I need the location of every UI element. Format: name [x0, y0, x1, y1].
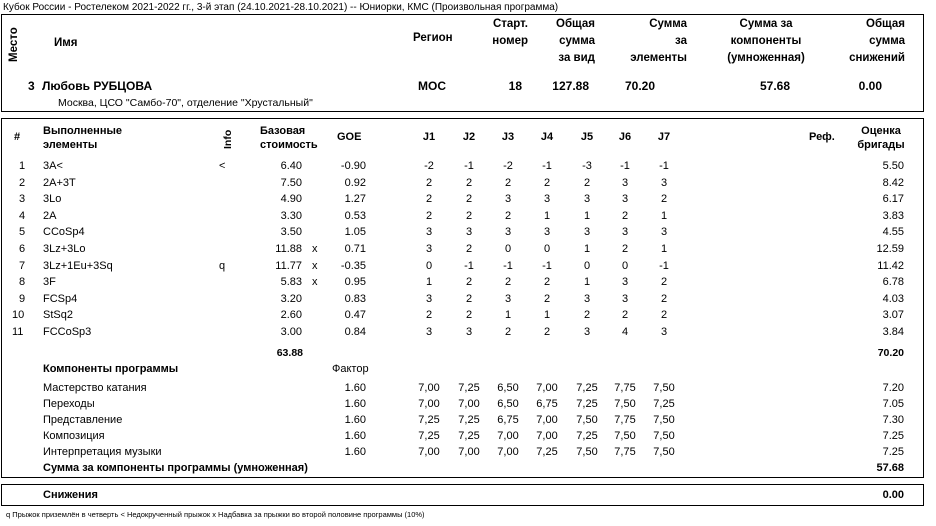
- element-judge-score: 2: [465, 176, 473, 189]
- component-judge-score: 7,25: [458, 414, 480, 426]
- component-judge-score: 7,25: [458, 430, 480, 442]
- element-judge-score: 3: [425, 226, 433, 239]
- col-base-header: Базовая стоимость: [260, 125, 318, 151]
- component-judge-score: 6,75: [536, 398, 558, 410]
- element-judge-score: 2: [543, 292, 551, 305]
- element-panel-score: 6.78: [882, 276, 904, 289]
- component-judge-score: 7,25: [458, 382, 480, 394]
- component-name: Интерпретация музыки: [43, 446, 162, 458]
- element-judge-score: 0: [425, 259, 433, 272]
- element-judge-score: 0: [543, 243, 551, 255]
- element-panel-score: 8.42: [882, 176, 904, 189]
- element-name: FCCoSp3: [43, 326, 92, 338]
- element-judge-score: 2: [660, 193, 668, 206]
- element-base-value: 4.90: [280, 193, 302, 206]
- element-judge-score: 2: [425, 209, 433, 222]
- component-judge-score: 7,50: [653, 430, 675, 442]
- element-judge-score: 3: [621, 292, 629, 305]
- element-number: 8: [19, 276, 26, 289]
- element-name: 2A: [43, 209, 57, 222]
- element-judge-score: 2: [465, 193, 473, 206]
- judge-header: J4: [540, 131, 554, 143]
- element-judge-score: -1: [620, 160, 630, 172]
- component-judge-score: 7,50: [614, 398, 636, 410]
- element-judge-score: 3: [504, 193, 512, 206]
- footnote: q Прыжок приземлён в четверть < Недокрученный прыжок x Надбавка за прыжки во второй половине программы (10%): [6, 510, 425, 519]
- element-judge-score: 3: [621, 193, 629, 206]
- element-goe: -0.35: [340, 259, 366, 272]
- component-judge-score: 7,25: [576, 430, 598, 442]
- element-base-value: 2.60: [280, 309, 302, 322]
- header-region: Регион: [413, 32, 453, 44]
- element-name: StSq2: [43, 309, 73, 322]
- components-title: Компоненты программы: [43, 363, 179, 375]
- element-panel-score: 11.42: [877, 259, 904, 272]
- deductions-box: [1, 484, 924, 506]
- skater-elements: 70.20: [624, 79, 655, 93]
- element-judge-score: -2: [424, 160, 434, 172]
- element-judge-score: 0: [621, 259, 629, 272]
- element-judge-score: 3: [621, 276, 629, 289]
- col-info-header: Info: [222, 129, 234, 149]
- element-name: 3Lz+3Lo: [43, 243, 86, 255]
- component-judge-score: 7,00: [418, 446, 440, 458]
- element-goe: 0.47: [344, 309, 366, 322]
- element-judge-score: 3: [583, 326, 591, 338]
- component-factor: 1.60: [344, 414, 366, 426]
- component-judge-score: 7,25: [418, 414, 440, 426]
- header-name: Имя: [54, 37, 78, 49]
- element-name: 2A+3T: [43, 176, 76, 189]
- component-judge-score: 7,25: [418, 430, 440, 442]
- judge-header: J1: [422, 131, 436, 143]
- component-judge-score: 7,25: [576, 382, 598, 394]
- elements-total: 70.20: [877, 347, 904, 359]
- element-judge-score: 2: [425, 176, 433, 189]
- header-elements: Сумма за элементы: [630, 18, 687, 64]
- element-judge-score: 3: [465, 226, 473, 239]
- element-panel-score: 12.59: [876, 243, 904, 255]
- element-judge-score: 2: [583, 309, 591, 322]
- skater-place: 3: [28, 79, 35, 93]
- element-judge-score: 3: [660, 326, 668, 338]
- judge-header: J5: [580, 131, 594, 143]
- element-name: 3Lo: [43, 193, 62, 206]
- component-name: Переходы: [43, 398, 95, 410]
- component-judge-score: 7,00: [458, 446, 480, 458]
- element-judge-score: -1: [659, 259, 669, 272]
- element-judge-score: 2: [660, 309, 668, 322]
- component-judge-score: 6,50: [497, 382, 519, 394]
- element-judge-score: 1: [543, 209, 551, 222]
- element-panel-score: 5.50: [882, 160, 904, 172]
- element-judge-score: 3: [504, 292, 512, 305]
- element-judge-score: 2: [465, 243, 473, 255]
- element-judge-score: 1: [660, 243, 668, 255]
- element-goe: 1.27: [344, 193, 366, 206]
- element-panel-score: 6.17: [882, 193, 904, 206]
- element-judge-score: 2: [504, 276, 512, 289]
- base-total: 63.88: [276, 347, 303, 359]
- header-start: Старт. номер: [492, 18, 528, 47]
- element-judge-score: 2: [621, 209, 629, 222]
- component-judge-score: 7,75: [614, 382, 636, 394]
- element-base-value: 3.00: [280, 326, 302, 338]
- element-judge-score: 2: [660, 276, 668, 289]
- element-judge-score: 2: [465, 276, 473, 289]
- component-judge-score: 6,75: [497, 414, 519, 426]
- element-judge-score: 2: [621, 243, 629, 255]
- component-judge-score: 7,75: [614, 414, 636, 426]
- element-number: 5: [19, 226, 26, 239]
- component-factor: 1.60: [344, 382, 366, 394]
- element-judge-score: 1: [583, 243, 591, 255]
- element-judge-score: 3: [660, 226, 668, 239]
- component-judge-score: 6,50: [497, 398, 519, 410]
- element-goe: -0.90: [340, 160, 366, 172]
- component-panel-score: 7.30: [882, 414, 904, 426]
- element-base-value: 6.40: [280, 160, 302, 172]
- element-info: <: [219, 160, 226, 172]
- component-judge-score: 7,00: [497, 446, 519, 458]
- element-number: 4: [19, 209, 26, 222]
- element-judge-score: 1: [543, 309, 551, 322]
- element-base-value: 5.83: [280, 276, 302, 289]
- element-judge-score: 2: [504, 176, 512, 189]
- element-number: 6: [19, 243, 26, 255]
- judge-header: J3: [501, 131, 515, 143]
- component-panel-score: 7.05: [882, 398, 904, 410]
- component-judge-score: 7,50: [653, 446, 675, 458]
- element-base-value: 3.30: [280, 209, 302, 222]
- element-judge-score: 2: [504, 209, 512, 222]
- element-judge-score: 1: [583, 209, 591, 222]
- element-base-value: 3.50: [280, 226, 302, 239]
- element-judge-score: 0: [583, 259, 591, 272]
- element-judge-score: 3: [425, 326, 433, 338]
- element-judge-score: 2: [465, 309, 473, 322]
- header-components: Сумма за компоненты (умноженная): [727, 18, 805, 64]
- skater-components: 57.68: [759, 79, 790, 93]
- col-num-header: #: [14, 131, 21, 143]
- component-judge-score: 7,00: [418, 398, 440, 410]
- components-sum: 57.68: [876, 462, 904, 474]
- element-name: FCSp4: [43, 292, 78, 305]
- element-judge-score: 3: [660, 176, 668, 189]
- deductions-value: 0.00: [882, 489, 904, 501]
- element-judge-score: 3: [583, 193, 591, 206]
- element-judge-score: 3: [621, 176, 629, 189]
- element-goe: 0.53: [344, 209, 366, 222]
- element-base-value: 7.50: [280, 176, 302, 189]
- element-base-value: 11.77: [275, 259, 302, 272]
- deductions-label: Снижения: [43, 489, 98, 501]
- element-panel-score: 4.03: [882, 292, 904, 305]
- component-judge-score: 7,00: [458, 398, 480, 410]
- component-name: Представление: [43, 414, 123, 426]
- skater-club: Москва, ЦСО "Самбо-70", отделение "Хрустальный": [58, 97, 313, 109]
- element-judge-score: 2: [425, 193, 433, 206]
- element-name: CCoSp4: [43, 226, 85, 239]
- element-name: 3F: [43, 276, 56, 289]
- judge-header: J2: [462, 131, 476, 143]
- element-judge-score: 3: [583, 292, 591, 305]
- component-judge-score: 7,50: [576, 414, 598, 426]
- skater-region: МОС: [418, 79, 446, 93]
- element-name: 3A<: [43, 160, 63, 172]
- element-judge-score: 1: [660, 209, 668, 222]
- header-place: Место: [8, 27, 20, 62]
- element-number: 10: [12, 309, 25, 322]
- components-sum-label: Сумма за компоненты программы (умноженная): [43, 462, 308, 474]
- element-panel-score: 3.83: [882, 209, 904, 222]
- element-base-value: 11.88: [275, 243, 302, 255]
- element-judge-score: 3: [621, 226, 629, 239]
- element-judge-score: 2: [543, 276, 551, 289]
- element-judge-score: 1: [504, 309, 512, 322]
- element-judge-score: 2: [465, 292, 473, 305]
- element-judge-score: 3: [425, 292, 433, 305]
- element-goe: 1.05: [344, 226, 366, 239]
- element-judge-score: 2: [465, 209, 473, 222]
- element-name: 3Lz+1Eu+3Sq: [43, 259, 113, 272]
- element-judge-score: -1: [542, 160, 552, 172]
- component-judge-score: 7,25: [653, 398, 675, 410]
- element-judge-score: 2: [660, 292, 668, 305]
- element-judge-score: -1: [659, 160, 669, 172]
- element-judge-score: 1: [583, 276, 591, 289]
- col-ref-header: Реф.: [809, 131, 835, 143]
- element-panel-score: 3.84: [882, 326, 904, 338]
- component-judge-score: 7,50: [614, 430, 636, 442]
- header-total: Общая сумма за вид: [556, 18, 595, 64]
- component-factor: 1.60: [344, 398, 366, 410]
- element-judge-score: -1: [464, 259, 474, 272]
- element-judge-score: 2: [504, 326, 512, 338]
- element-judge-score: 3: [465, 326, 473, 338]
- element-bonus-marker: x: [312, 276, 318, 289]
- element-bonus-marker: x: [312, 259, 318, 272]
- page-title: Кубок России - Ростелеком 2021-2022 гг., 3-й этап (24.10.2021-28.10.2021) -- Юниорки, КМС (Произвольная программа): [3, 2, 559, 13]
- element-judge-score: 3: [543, 193, 551, 206]
- component-name: Композиция: [43, 430, 105, 442]
- element-info: q: [219, 259, 226, 272]
- element-judge-score: 3: [583, 226, 591, 239]
- component-judge-score: 7,50: [653, 382, 675, 394]
- col-goe-header: GOE: [337, 131, 362, 143]
- skater-start: 18: [508, 79, 522, 93]
- skater-name: Любовь РУБЦОВА: [42, 79, 153, 93]
- element-judge-score: -1: [503, 259, 513, 272]
- component-panel-score: 7.25: [882, 430, 904, 442]
- components-factor-header: Фактор: [332, 363, 369, 375]
- element-judge-score: -1: [542, 259, 552, 272]
- judge-header: J6: [618, 131, 632, 143]
- col-score-header: Оценка бригады: [857, 125, 905, 151]
- element-goe: 0.84: [344, 326, 366, 338]
- element-judge-score: 3: [543, 226, 551, 239]
- element-judge-score: 2: [583, 176, 591, 189]
- component-judge-score: 7,00: [418, 382, 440, 394]
- header-deductions: Общая сумма снижений: [849, 18, 905, 64]
- component-panel-score: 7.20: [882, 382, 904, 394]
- element-judge-score: 3: [504, 226, 512, 239]
- element-number: 3: [19, 193, 26, 206]
- element-judge-score: 1: [425, 276, 433, 289]
- element-panel-score: 3.07: [882, 309, 904, 322]
- component-name: Мастерство катания: [43, 382, 147, 394]
- skater-deductions: 0.00: [858, 79, 882, 93]
- element-judge-score: -3: [582, 160, 592, 172]
- skater-total: 127.88: [552, 79, 589, 93]
- component-factor: 1.60: [344, 446, 366, 458]
- component-judge-score: 7,00: [536, 382, 558, 394]
- element-judge-score: 4: [621, 326, 629, 338]
- component-judge-score: 7,00: [536, 430, 558, 442]
- component-judge-score: 7,50: [576, 446, 598, 458]
- judge-header: J7: [657, 131, 671, 143]
- element-base-value: 3.20: [280, 292, 302, 305]
- element-goe: 0.95: [344, 276, 366, 289]
- element-goe: 0.71: [344, 243, 366, 255]
- col-elements-header: Выполненные элементы: [43, 125, 122, 151]
- element-goe: 0.92: [344, 176, 366, 189]
- element-judge-score: 3: [425, 243, 433, 255]
- element-judge-score: 0: [504, 243, 512, 255]
- element-judge-score: -1: [464, 160, 474, 172]
- element-number: 1: [19, 160, 26, 172]
- component-factor: 1.60: [344, 430, 366, 442]
- element-judge-score: -2: [503, 160, 513, 172]
- component-judge-score: 7,00: [497, 430, 519, 442]
- component-panel-score: 7.25: [882, 446, 904, 458]
- element-judge-score: 2: [425, 309, 433, 322]
- element-judge-score: 2: [621, 309, 629, 322]
- element-number: 11: [12, 326, 24, 338]
- component-judge-score: 7,50: [653, 414, 675, 426]
- element-number: 7: [19, 259, 26, 272]
- element-goe: 0.83: [344, 292, 366, 305]
- element-bonus-marker: x: [312, 243, 318, 255]
- element-judge-score: 2: [543, 326, 551, 338]
- element-number: 2: [19, 176, 26, 189]
- element-panel-score: 4.55: [882, 226, 904, 239]
- element-judge-score: 2: [543, 176, 551, 189]
- component-judge-score: 7,75: [614, 446, 636, 458]
- element-number: 9: [19, 292, 26, 305]
- component-judge-score: 7,25: [536, 446, 558, 458]
- component-judge-score: 7,25: [576, 398, 598, 410]
- component-judge-score: 7,00: [536, 414, 558, 426]
